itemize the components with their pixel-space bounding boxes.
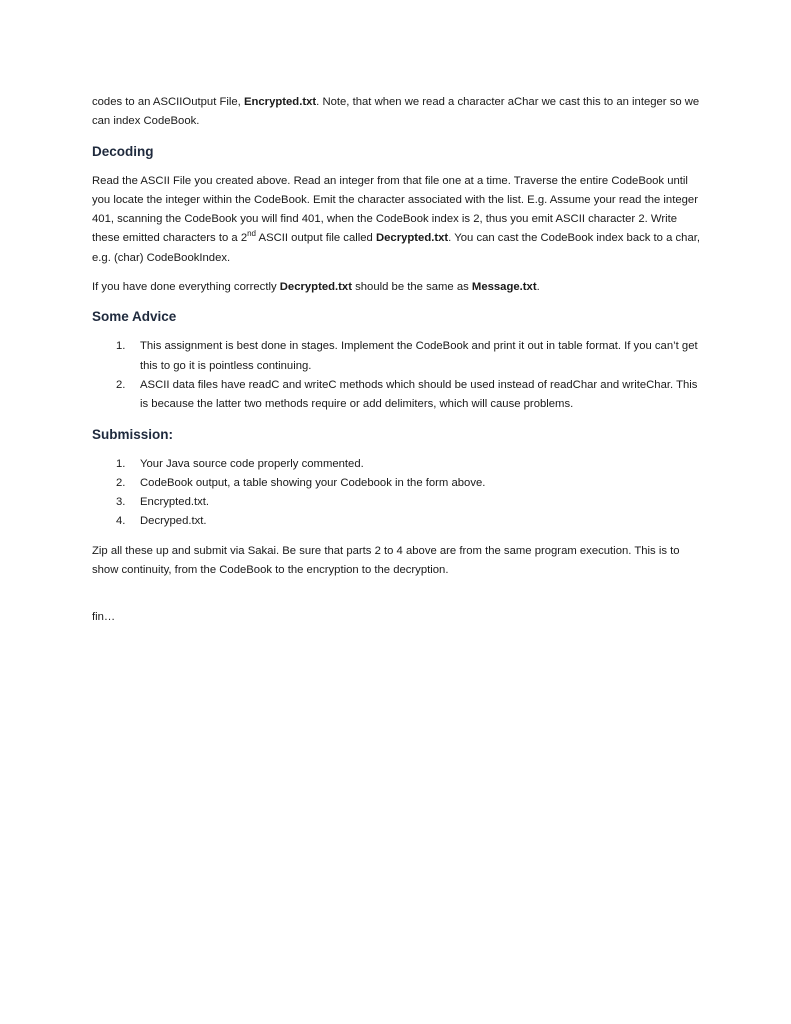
check-text-3: .: [536, 281, 540, 294]
advice-list: [92, 337, 702, 414]
decoding-heading: Decoding: [92, 143, 154, 159]
encrypted-filename: Encrypted.txt: [243, 96, 317, 108]
check-text-2: should be the same as: [351, 281, 472, 294]
submission-list: [92, 455, 702, 532]
advice-heading: Some Advice: [92, 309, 177, 325]
list-item: [92, 376, 702, 415]
list-number: 1.: [116, 457, 126, 470]
list-item: [92, 493, 702, 512]
decoding-text-2: ASCII output file called: [256, 232, 376, 245]
fin-text: fin…: [92, 611, 116, 624]
list-number: 4.: [116, 515, 126, 528]
message-filename: Message.txt: [471, 281, 537, 294]
ordinal-superscript: nd: [247, 229, 257, 239]
list-text: This assignment is best done in stages. Implement the CodeBook and print it out in table format. If you can’t get this to go it is pointless continuing.: [140, 340, 698, 372]
list-item: [92, 474, 702, 493]
list-item: [92, 337, 702, 376]
submission-heading: Submission:: [92, 426, 174, 442]
list-text: Your Java source code properly commented.: [140, 457, 364, 470]
list-number: 2.: [116, 476, 126, 489]
closing-paragraph: Zip all these up and submit via Sakai. Be sure that parts 2 to 4 above are from the same program execution. This is to show continuity, from the CodeBook to the encryption to the decryption.: [92, 544, 680, 577]
list-number: 3.: [116, 496, 126, 509]
list-number: 2.: [116, 378, 126, 391]
decrypted-filename: Decrypted.txt: [375, 232, 449, 245]
list-text: Decryped.txt.: [140, 515, 207, 528]
decrypted-filename-2: Decrypted.txt: [279, 281, 352, 294]
document-page: [92, 93, 702, 638]
list-text: Encrypted.txt.: [140, 496, 210, 509]
list-item: [92, 455, 702, 474]
intro-text-2: . Note, that when we read a character aChar we cast this to an integer so we can index CodeBook.: [92, 96, 700, 128]
list-text: CodeBook output, a table showing your Codebook in the form above.: [140, 476, 486, 489]
list-item: [92, 512, 702, 531]
list-number: 1.: [116, 340, 126, 353]
check-paragraph: [92, 278, 702, 297]
intro-text-1: codes to an ASCIIOutput File,: [92, 96, 244, 108]
decoding-text-3: . You can cast the CodeBook index back to a char, e.g. (char) CodeBookIndex.: [92, 232, 701, 264]
decoding-text-1: Read the ASCII File you created above. Read an integer from that file one at a time. Traverse the entire CodeBook until you locate the integer within the CodeBook. Emit the character associated with the list. E.g. Assume your read the integer 401, scanning the CodeBook you will find 401, when the CodeBook index is 2, thus you emit ASCII character 2. Write these emitted characters to a 2: [92, 174, 698, 245]
decoding-paragraph: [92, 172, 702, 268]
list-text: ASCII data files have readC and writeC methods which should be used instead of readChar and writeChar. This is because the latter two methods require or add delimiters, which will cause problems.: [140, 378, 698, 411]
intro-paragraph: [92, 93, 702, 132]
check-text-1: If you have done everything correctly: [92, 281, 280, 294]
